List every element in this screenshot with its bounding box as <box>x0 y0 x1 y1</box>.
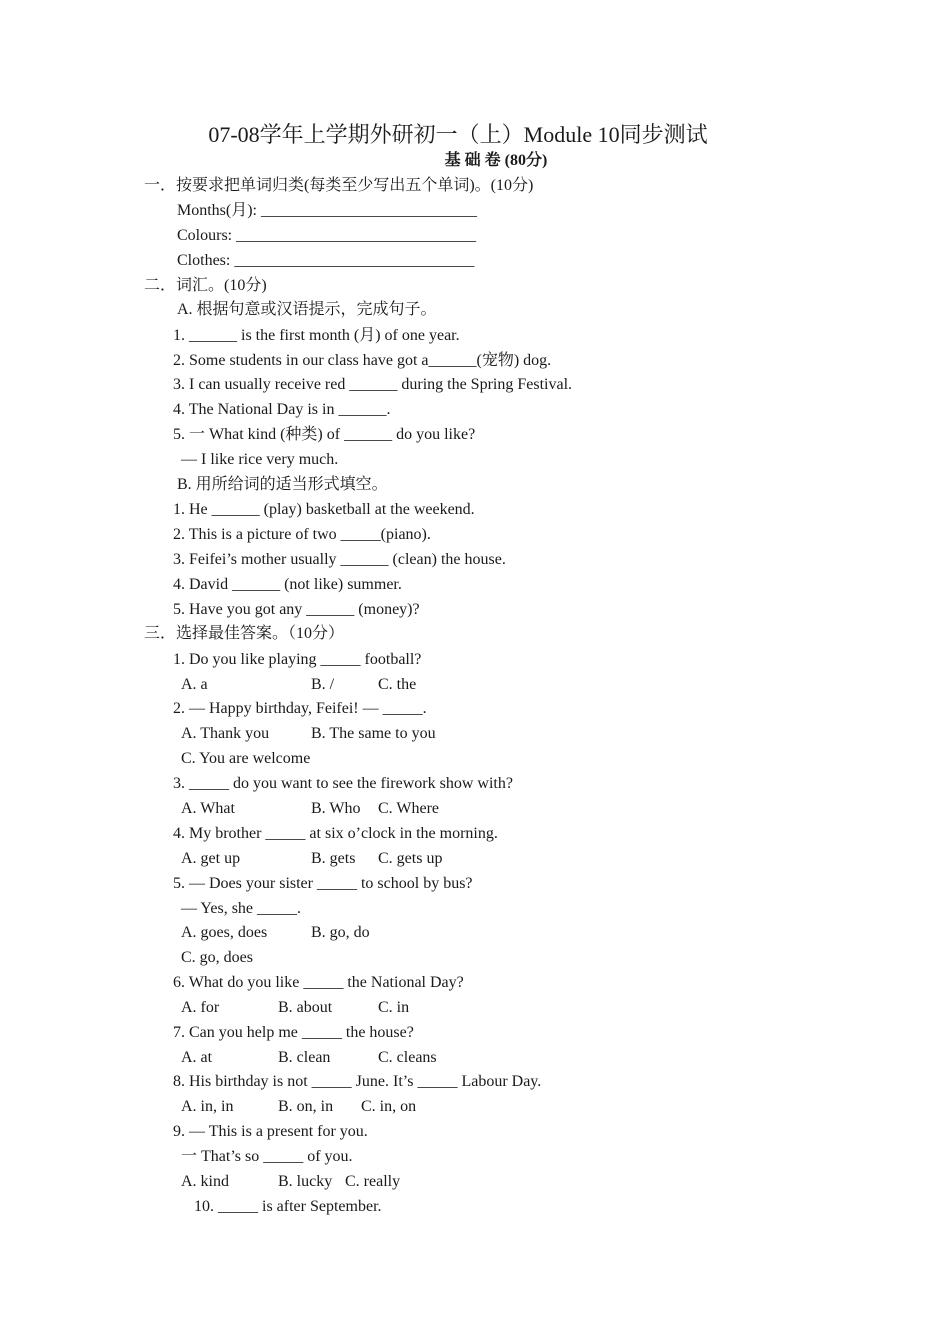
question-9-option-b: B. lucky <box>278 1173 333 1190</box>
question-2-option-b: B. The same to you <box>311 725 436 742</box>
question-3-option-a: A. What <box>181 800 235 817</box>
question-1-option-a: A. a <box>181 676 208 693</box>
question-6-stem: 6. What do you like _____ the National Day? <box>173 974 464 991</box>
question-8-stem: 8. His birthday is not _____ June. It’s _____ Labour Day. <box>173 1073 542 1090</box>
section2-heading: 二．词汇。(10分) <box>144 277 267 294</box>
vocab-a3: 3. I can usually receive red ______ during the Spring Festival. <box>173 376 573 393</box>
page-subtitle: 基 础 卷 (80分) <box>444 152 548 169</box>
question-4-option-a: A. get up <box>181 850 241 867</box>
vocab-a5-answer: — I like rice very much. <box>181 451 339 468</box>
vocab-a1: 1. ______ is the first month (月) of one year. <box>173 327 460 344</box>
section2-part-b: B. 用所给词的适当形式填空。 <box>177 476 388 493</box>
vocab-a4: 4. The National Day is in ______. <box>173 401 391 418</box>
question-3-stem: 3. _____ do you want to see the firework show with? <box>173 775 513 792</box>
question-9-stem: 9. — This is a present for you. <box>173 1123 368 1140</box>
question-7-option-c: C. cleans <box>378 1049 437 1066</box>
question-7-stem: 7. Can you help me _____ the house? <box>173 1024 414 1041</box>
section1-heading: 一．按要求把单词归类(每类至少写出五个单词)。(10分) <box>144 177 534 194</box>
question-5-stem: 5. — Does your sister _____ to school by bus? <box>173 875 473 892</box>
question-5-option-c: C. go, does <box>181 949 253 966</box>
colours-line: Colours: ______________________________ <box>177 227 477 244</box>
question-4-stem: 4. My brother _____ at six o’clock in the morning. <box>173 825 498 842</box>
question-9-option-a: A. kind <box>181 1173 229 1190</box>
months-line: Months(月): ___________________________ <box>177 202 478 219</box>
vocab-a5: 5. 一 What kind (种类) of ______ do you like? <box>173 426 476 443</box>
question-5-option-a: A. goes, does <box>181 924 268 941</box>
question-9-option-c: C. really <box>345 1173 401 1190</box>
vocab-b4: 4. David ______ (not like) summer. <box>173 576 402 593</box>
vocab-b5: 5. Have you got any ______ (money)? <box>173 601 420 618</box>
question-8-option-a: A. in, in <box>181 1098 234 1115</box>
vocab-b3: 3. Feifei’s mother usually ______ (clean) the house. <box>173 551 506 568</box>
question-7-option-b: B. clean <box>278 1049 331 1066</box>
question-4-option-b: B. gets <box>311 850 356 867</box>
clothes-line: Clothes: ______________________________ <box>177 252 475 269</box>
vocab-b2: 2. This is a picture of two _____(piano). <box>173 526 431 543</box>
question-8-option-c: C. in, on <box>361 1098 417 1115</box>
question-1-stem: 1. Do you like playing _____ football? <box>173 651 422 668</box>
question-3-option-c: C. Where <box>378 800 440 817</box>
question-1-option-c: C. the <box>378 676 417 693</box>
question-5-answer-line: — Yes, she _____. <box>181 900 302 917</box>
question-5-option-b: B. go, do <box>311 924 370 941</box>
question-8-option-b: B. on, in <box>278 1098 334 1115</box>
question-6-option-b: B. about <box>278 999 333 1016</box>
section3-heading: 三．选择最佳答案。（10分） <box>144 625 345 642</box>
question-1-option-b: B. / <box>311 676 335 693</box>
question-6-option-a: A. for <box>181 999 220 1016</box>
section2-part-a: A. 根据句意或汉语提示，完成句子。 <box>177 301 437 318</box>
question-10-stem: 10. _____ is after September. <box>194 1198 382 1215</box>
question-4-option-c: C. gets up <box>378 850 443 867</box>
question-2-option-a: A. Thank you <box>181 725 270 742</box>
question-2-option-c: C. You are welcome <box>181 750 311 767</box>
question-9-answer-line: 一 That’s so _____ of you. <box>181 1148 353 1165</box>
page-title: 07-08学年上学期外研初一（上）Module 10同步测试 <box>208 122 708 147</box>
vocab-b1: 1. He ______ (play) basketball at the weekend. <box>173 501 475 518</box>
vocab-a2: 2. Some students in our class have got a______(宠物) dog. <box>173 352 552 369</box>
question-2-stem: 2. — Happy birthday, Feifei! — _____. <box>173 700 427 717</box>
question-7-option-a: A. at <box>181 1049 213 1066</box>
question-6-option-c: C. in <box>378 999 410 1016</box>
question-3-option-b: B. Who <box>311 800 361 817</box>
